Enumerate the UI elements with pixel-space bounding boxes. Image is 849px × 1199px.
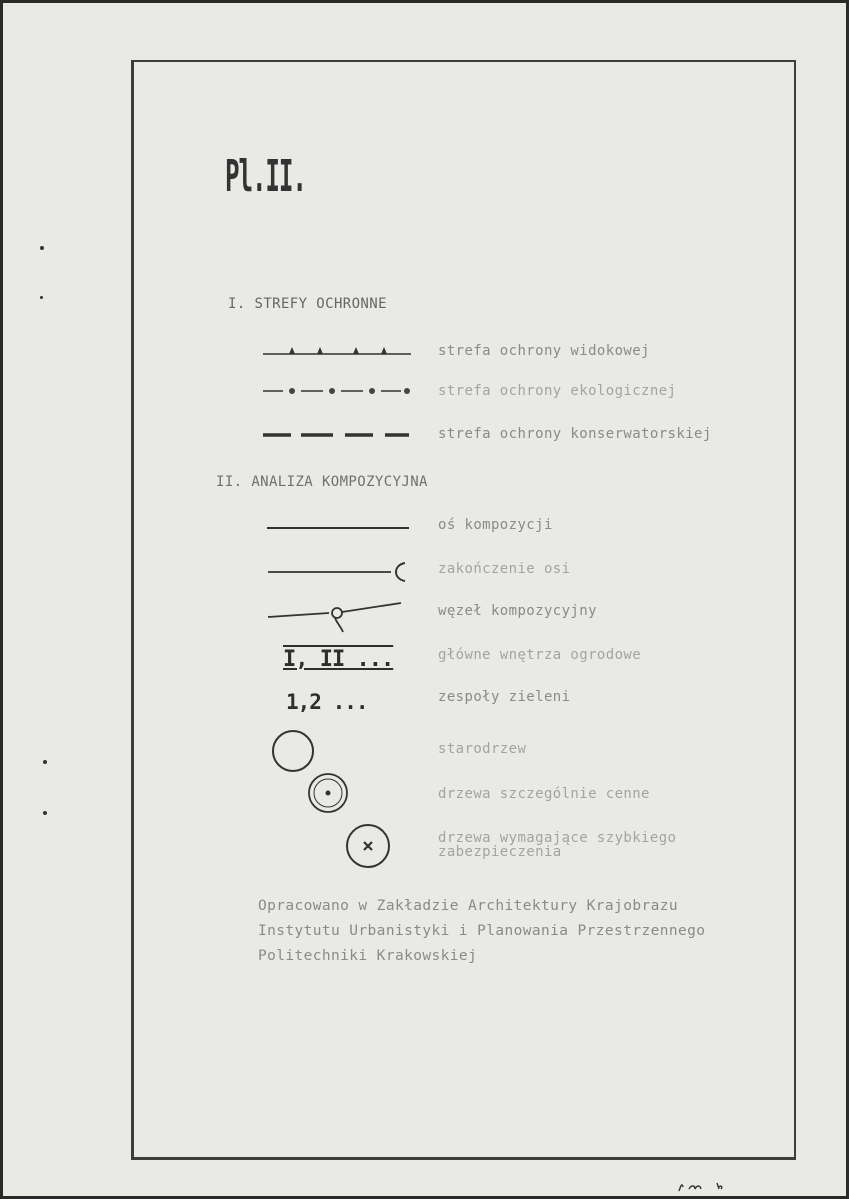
handwritten-mark [673,1175,773,1195]
axis-line-icon [265,521,413,533]
thick-dashed-line-icon [261,427,413,441]
legend-label-ekologicznej: strefa ochrony ekologicznej [438,383,677,399]
document-page [3,3,846,1196]
legend-label-cenne: drzewa szczególnie cenne [438,786,650,802]
roman-numerals-symbol: I, II ... [283,647,394,672]
footer-line-3: Politechniki Krakowskiej [258,948,478,964]
axis-end-icon [265,559,413,585]
legend-label-widokowej: strefa ochrony widokowej [438,343,650,359]
tree-protection-icon [343,821,393,871]
dash-triangle-line-icon [261,343,413,359]
margin-mark [40,296,43,299]
valuable-tree-icon [305,771,355,821]
legend-label-zakonczenie: zakończenie osi [438,561,571,577]
margin-mark [43,811,47,815]
section-heading-analiza: II. ANALIZA KOMPOZYCYJNA [216,474,428,490]
margin-mark [40,246,44,250]
legend-label-starodrzew: starodrzew [438,741,527,757]
legend-label-zespoly: zespoły zieleni [438,689,571,705]
footer-line-1: Opracowano w Zakładzie Architektury Krajobrazu [258,898,678,914]
legend-label-wezel: węzeł kompozycyjny [438,603,597,619]
legend-label-wnetrza: główne wnętrza ogrodowe [438,647,642,663]
legend-label-zabezpieczenia: drzewa wymagające szybkiego zabezpieczenia [438,830,677,860]
plate-title: Pl.II. [225,151,306,202]
margin-mark [43,760,47,764]
dash-dot-line-icon [261,383,413,399]
footer-line-2: Instytutu Urbanistyki i Planowania Przestrzennego [258,923,706,939]
legend-label-konserwatorskiej: strefa ochrony konserwatorskiej [438,426,712,442]
arabic-numerals-symbol: 1,2 ... [286,690,368,714]
composition-node-icon [265,597,413,637]
old-trees-circle-icon [269,727,319,777]
legend-label-os: oś kompozycji [438,517,553,533]
section-heading-strefy: I. STREFY OCHRONNE [228,296,387,312]
